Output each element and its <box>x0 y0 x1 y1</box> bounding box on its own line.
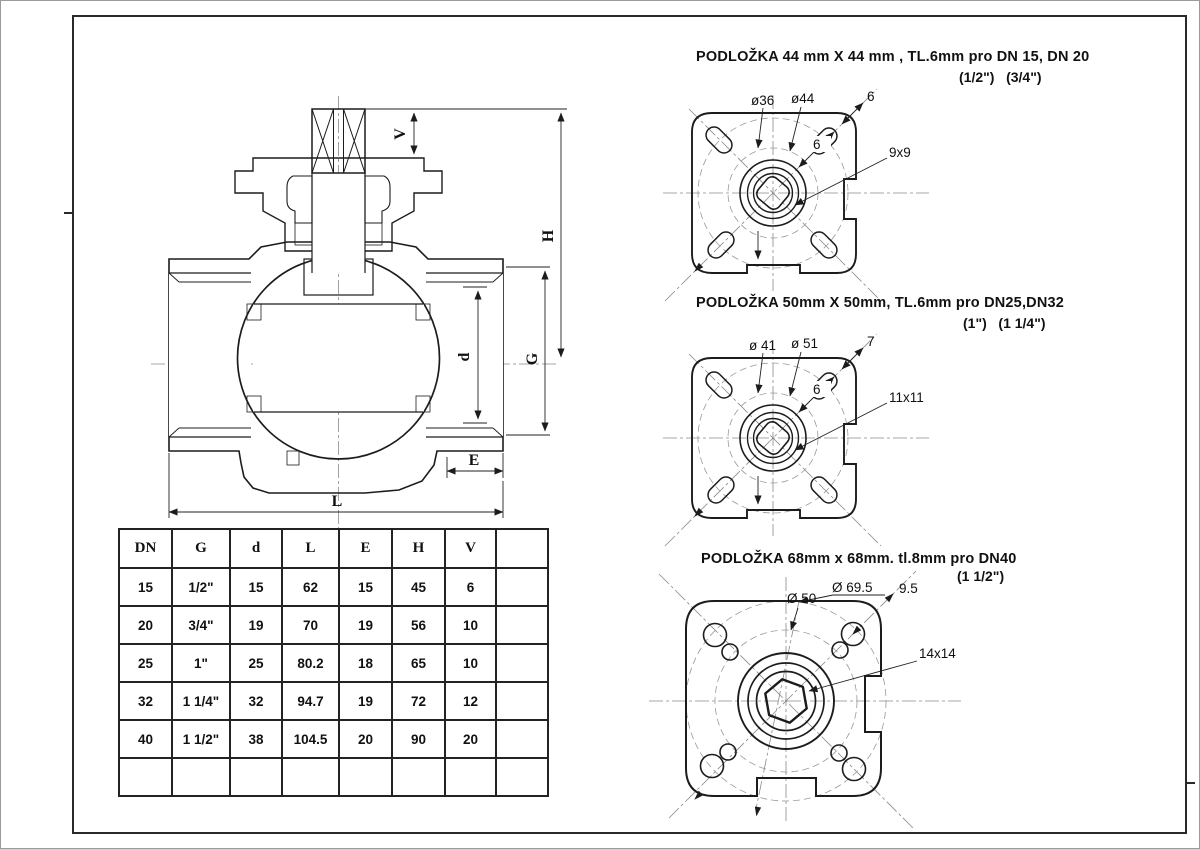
table-cell <box>445 758 496 796</box>
flange1-thickness-label: 6 <box>867 89 875 104</box>
flange2-sizes: (1") (1 1/4") <box>963 315 1046 331</box>
flange1-title: PODLOŽKA 44 mm X 44 mm , TL.6mm pro DN 15, DN 20 <box>696 49 1090 65</box>
table-header-cell: DN <box>119 529 172 568</box>
table-cell: 15 <box>119 568 172 606</box>
table-cell <box>496 568 548 606</box>
dimension-table <box>118 528 549 797</box>
table-header-cell: d <box>230 529 282 568</box>
table-row <box>119 720 548 758</box>
table-cell: 56 <box>392 606 445 644</box>
table-cell: 18 <box>339 644 392 682</box>
table-cell: 15 <box>339 568 392 606</box>
valve-left-port-bore <box>169 273 251 437</box>
flange1-sizes: (1/2") (3/4") <box>959 69 1042 85</box>
flange2-drawing <box>656 334 976 546</box>
table-cell: 10 <box>445 606 496 644</box>
table-cell <box>496 606 548 644</box>
table-cell: 1 1/2" <box>172 720 230 758</box>
flange1-dia-inner-label: ø36 <box>751 93 775 108</box>
table-cell: 72 <box>392 682 445 720</box>
dim-label-v: V <box>392 128 409 140</box>
dim-label-h: H <box>540 229 557 243</box>
table-cell: 25 <box>119 644 172 682</box>
dim-label-e: E <box>468 452 480 469</box>
table-cell: 1/2" <box>172 568 230 606</box>
dim-label-l: L <box>331 493 343 510</box>
frame-tick-left <box>64 212 72 214</box>
dim-label-d: d <box>456 352 473 362</box>
flange3-dia-outer-label: Ø 69.5 <box>832 580 873 595</box>
table-cell: 62 <box>282 568 339 606</box>
table-cell: 32 <box>119 682 172 720</box>
table-cell: 25 <box>230 644 282 682</box>
table-cell <box>496 720 548 758</box>
table-header-cell: E <box>339 529 392 568</box>
table-cell <box>230 758 282 796</box>
table-cell: 1 1/4" <box>172 682 230 720</box>
dim-label-g: G <box>524 352 541 366</box>
table-cell <box>119 758 172 796</box>
table-cell: 40 <box>119 720 172 758</box>
table-cell: 20 <box>445 720 496 758</box>
table-cell: 19 <box>339 682 392 720</box>
flange2-dia-inner-label: ø 41 <box>749 338 777 353</box>
table-cell: 15 <box>230 568 282 606</box>
table-row <box>119 758 548 796</box>
table-cell: 94.7 <box>282 682 339 720</box>
flange2-slot-label: 6 <box>813 382 821 397</box>
table-cell: 38 <box>230 720 282 758</box>
table-header-cell: L <box>282 529 339 568</box>
table-cell: 6 <box>445 568 496 606</box>
table-row <box>119 644 548 682</box>
table-header-row <box>119 529 548 568</box>
table-header-cell: G <box>172 529 230 568</box>
flange1-square-label: 9x9 <box>889 145 911 160</box>
flange1-dia-outer-label: ø44 <box>791 91 815 106</box>
flange3-drawing <box>641 573 986 828</box>
table-cell: 12 <box>445 682 496 720</box>
valve-section-drawing <box>101 86 611 536</box>
frame-tick-right <box>1187 782 1195 784</box>
flange2-thickness-label: 7 <box>867 334 875 349</box>
flange2-title: PODLOŽKA 50mm X 50mm, TL.6mm pro DN25,DN32 <box>696 295 1065 311</box>
table-cell <box>339 758 392 796</box>
table-cell: 65 <box>392 644 445 682</box>
flange3-sizes: (1 1/2") <box>957 568 1005 584</box>
table-cell <box>392 758 445 796</box>
table-cell <box>172 758 230 796</box>
table-cell: 10 <box>445 644 496 682</box>
table-cell <box>496 758 548 796</box>
table-cell: 70 <box>282 606 339 644</box>
table-row <box>119 606 548 644</box>
table-cell: 104.5 <box>282 720 339 758</box>
table-row <box>119 682 548 720</box>
flange1-drawing <box>656 89 976 301</box>
flange2-dia-outer-label: ø 51 <box>791 336 819 351</box>
table-cell: 1" <box>172 644 230 682</box>
table-cell: 20 <box>339 720 392 758</box>
table-row <box>119 568 548 606</box>
table-cell: 20 <box>119 606 172 644</box>
table-cell: 32 <box>230 682 282 720</box>
flange1-slot-label: 6 <box>813 137 821 152</box>
table-cell <box>496 682 548 720</box>
table-cell: 90 <box>392 720 445 758</box>
flange3-corner-dim-label: 9.5 <box>899 581 918 596</box>
flange2-square-label: 11x11 <box>889 390 924 405</box>
table-header-cell: H <box>392 529 445 568</box>
flange3-bolt-circle-label: Ø 50 <box>787 591 817 606</box>
table-cell <box>282 758 339 796</box>
table-cell: 19 <box>230 606 282 644</box>
table-cell: 45 <box>392 568 445 606</box>
table-cell <box>496 644 548 682</box>
flange3-square-label: 14x14 <box>919 646 956 661</box>
table-header-cell: V <box>445 529 496 568</box>
table-cell: 19 <box>339 606 392 644</box>
flange3-title: PODLOŽKA 68mm x 68mm. tl.8mm pro DN40 <box>701 551 1017 567</box>
table-cell: 3/4" <box>172 606 230 644</box>
flange3-leaders <box>692 591 917 817</box>
table-header-cell <box>496 529 548 568</box>
table-cell: 80.2 <box>282 644 339 682</box>
